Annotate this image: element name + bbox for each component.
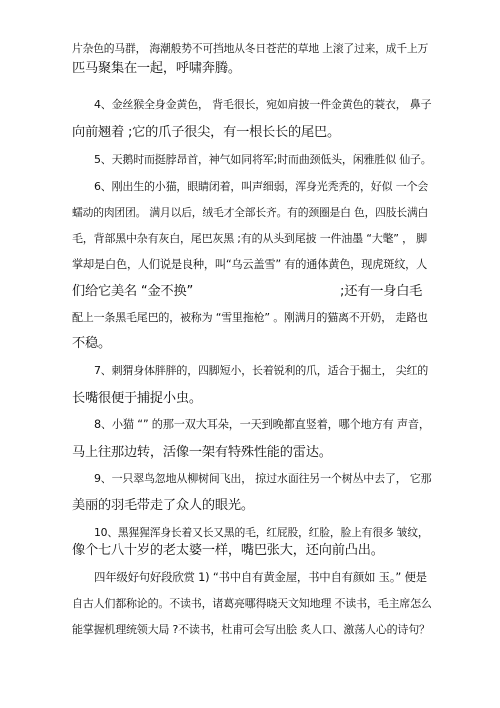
text-line: 掌却是白色，人们说是良种，叫“乌云盖雪” 有的通体黄色，现虎斑纹，人 [72, 258, 428, 271]
text-line: 9、一只翠鸟忽地从柳树间飞出， 掠过水面往另一个树丛中去了， 它那 [94, 472, 432, 485]
text-line: 5、天鹅时而挺脖昂首，神气如同将军;时而曲颈低头，闲雅胜似 仙子。 [94, 153, 432, 166]
text-line: 片杂色的马群， 海潮般势不可挡地从冬日苍茫的草地 上滚了过来，成千上万 [72, 42, 429, 55]
text-line: 四年级好句好段欣赏 1) “书中自有黄金屋，书中自有颜如 玉。” 便是 [94, 570, 427, 584]
text-line: 们给它美名 “金不换” [72, 284, 194, 299]
text-line: 不稳。 [72, 336, 111, 351]
text-line: 配上一条黑毛尾巴的，被称为 “雪里拖枪” 。刚满月的猫离不开奶， 走路也 [72, 311, 428, 324]
text-line: ;还有一身白毛 [340, 284, 423, 299]
text-line: 毛，背部黑中杂有灰白，尾巴灰黑 ;有的从头到尾披 一件油墨 “大氅” ， 脚 [72, 232, 427, 245]
text-line: 能掌握机理统领大局 ?不读书，杜甫可会写出脍 炙人口、激荡人心的诗句？ [72, 623, 430, 636]
text-line: 马上往那边转，活像一架有特殊性能的雷达。 [72, 445, 332, 460]
text-line: 自古人们都称论的。不读书，诸葛亮哪得晓天文知地理 不读书，毛主席怎么 [72, 597, 432, 610]
text-line: 6、刚出生的小猫，眼睛闭着，叫声细弱，浑身光秃秃的，好似 一个会 [94, 180, 429, 193]
text-line: 像个七八十岁的老太婆一样，嘴巴张大，还向前凸出。 [72, 543, 384, 558]
text-line: 美丽的羽毛带走了众人的眼光。 [72, 498, 254, 513]
text-line: 4、金丝猴全身金黄色， 背毛很长，宛如肩披一件金黄色的蓑衣， 鼻子 [94, 98, 432, 111]
text-line: 8、小猫 “” 的那一双大耳朵，一天到晚都直竖着，哪个地方有 声音， [94, 418, 430, 431]
text-line: 蠕动的肉团团。 满月以后，绒毛才全部长齐。有的颈圈是白 色，四肢长满白 [72, 206, 429, 219]
text-line: 向前翘着 ;它的爪子很尖，有一根长长的尾巴。 [72, 125, 340, 140]
text-line: 10、黑猩猩浑身长着又长又黑的毛，红屁股，红脸，脸上有很多 皱纹， [94, 526, 429, 539]
text-line: 长嘴很便于捕捉小虫。 [72, 391, 202, 406]
text-line: 7、刺猬身体胖胖的，四脚短小，长着锐利的爪，适合于掘土， 尖红的 [94, 364, 429, 377]
text-line: 匹马聚集在一起，呼啸奔腾。 [72, 61, 241, 76]
